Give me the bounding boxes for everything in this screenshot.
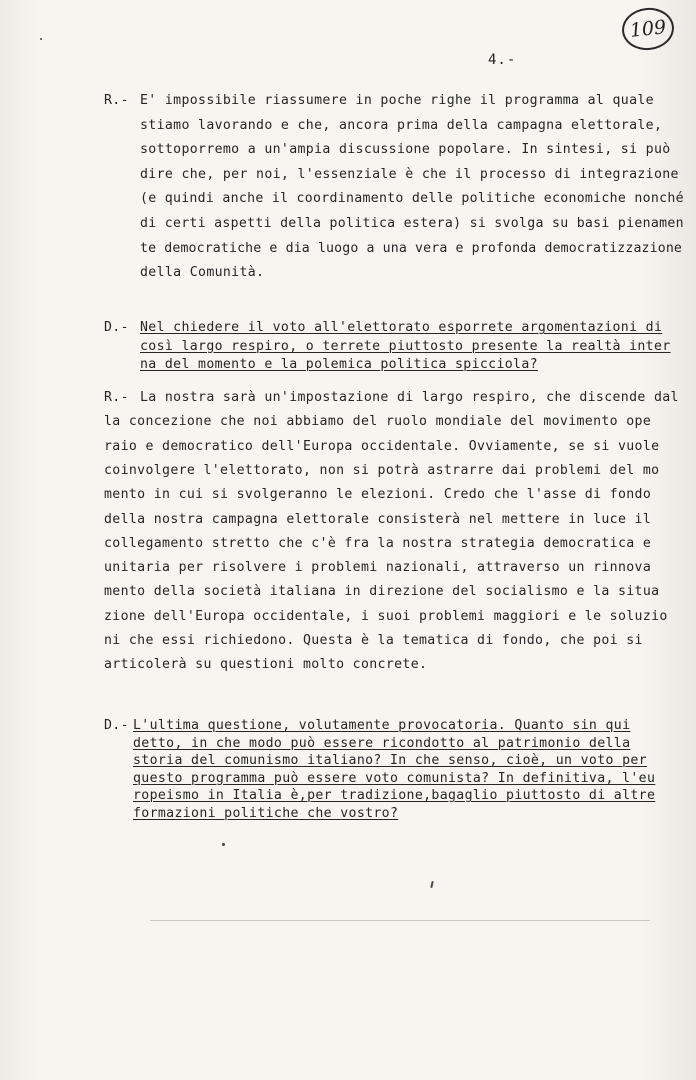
text-line: detto, in che modo può essere ricondotto al patrimonio della xyxy=(133,735,631,751)
text-line: della Comunità. xyxy=(140,265,265,281)
page-number: 4.- xyxy=(488,52,517,68)
answer-marker: R.- xyxy=(104,390,129,405)
text-line: così largo respiro, o terrete piuttosto presente la realtà inter xyxy=(140,338,671,354)
ink-speck xyxy=(430,881,433,888)
text-line: collegamento stretto che c'è fra la nostra strategia democratica e xyxy=(104,535,652,551)
text-line: di certi aspetti della politica estera) si svolga su basi pienamen xyxy=(140,216,684,231)
text-line: mento in cui si svolgeranno le elezioni. Credo che l'asse di fondo xyxy=(104,487,652,503)
text-line: formazioni politiche che vostro? xyxy=(133,805,399,821)
text-line: na del momento e la polemica politica spicciola? xyxy=(140,357,538,372)
text-line: raio e democratico dell'Europa occidentale. Ovviamente, se si vuole xyxy=(104,438,660,454)
folio-number: 109 xyxy=(628,16,668,42)
text-line: la concezione che noi abbiamo del ruolo mondiale del movimento ope xyxy=(104,414,652,430)
text-line: ni che essi richiedono. Questa è la tematica di fondo, che poi si xyxy=(104,633,643,648)
question-marker: D.- xyxy=(104,718,129,733)
text-line: unitaria per risolvere i problemi nazionali, attraverso un rinnova xyxy=(104,560,652,576)
text-line: ropeismo in Italia è,per tradizione,bagaglio piuttosto di altre xyxy=(133,788,656,803)
text-line: storia del comunismo italiano? In che senso, cioè, un voto per xyxy=(133,753,647,768)
ink-speck xyxy=(40,38,42,40)
ink-speck xyxy=(222,843,225,846)
text-line: articolerà su questioni molto concrete. xyxy=(104,657,428,673)
text-line: te democratiche e dia luogo a una vera e profonda democratizzazione xyxy=(140,240,682,256)
text-line: della nostra campagna elettorale consisterà nel mettere in luce il xyxy=(104,511,652,527)
text-line: La nostra sarà un'impostazione di largo respiro, che discende dal xyxy=(140,390,679,405)
text-line: stiamo lavorando e che, ancora prima della campagna elettorale, xyxy=(140,117,663,133)
folio-stamp xyxy=(620,5,676,52)
answer-marker: R.- xyxy=(104,93,129,108)
faint-horizontal-rule xyxy=(150,920,650,921)
text-line: E' impossibile riassumere in poche righe il programma al quale xyxy=(140,93,654,108)
text-line: questo programma può essere voto comunista? In definitiva, l'eu xyxy=(133,770,656,786)
text-line: Nel chiedere il voto all'elettorato esporrete argomentazioni di xyxy=(140,320,663,335)
text-line: coinvolgere l'elettorato, non si potrà astrarre dai problemi del mo xyxy=(104,462,660,478)
text-line: dire che, per noi, l'essenziale è che il processo di integrazione xyxy=(140,166,679,182)
question-marker: D.- xyxy=(104,320,129,335)
text-line: mento della società italiana in direzione del socialismo e la situa xyxy=(104,584,660,600)
text-line: sottoporremo a un'ampia discussione popolare. In sintesi, si può xyxy=(140,142,671,158)
text-line: L'ultima questione, volutamente provocatoria. Quanto sin qui xyxy=(133,718,631,733)
text-line: (e quindi anche il coordinamento delle politiche economiche nonché xyxy=(140,191,684,207)
text-line: zione dell'Europa occidentale, i suoi problemi maggiori e le soluzio xyxy=(104,608,668,624)
